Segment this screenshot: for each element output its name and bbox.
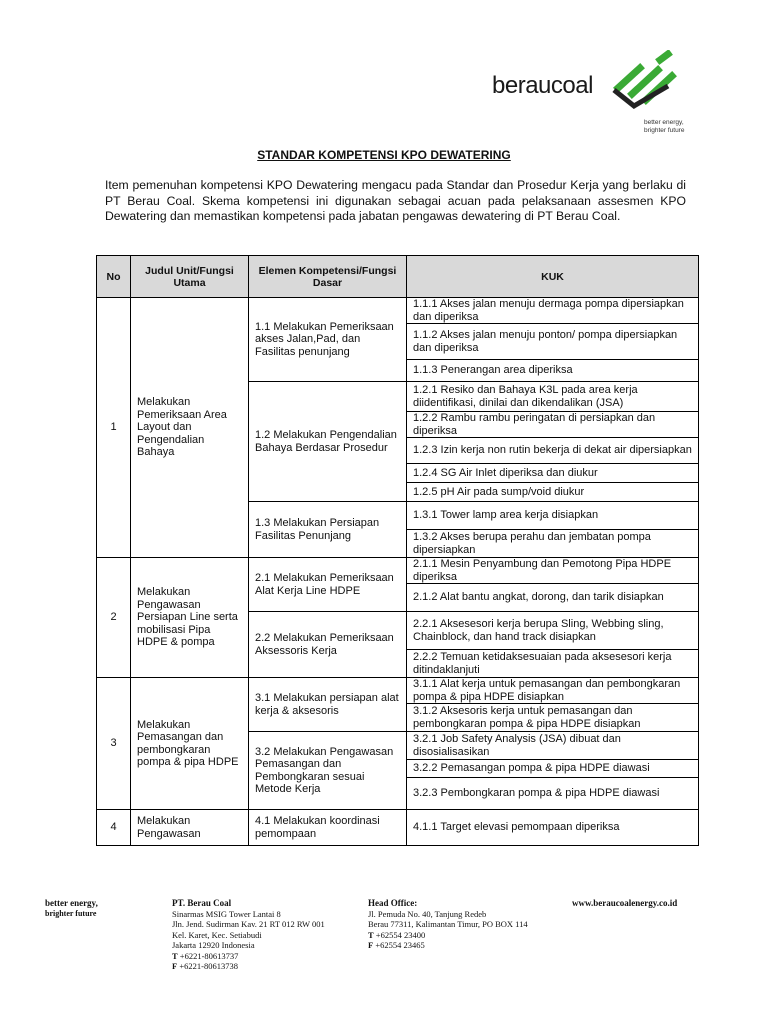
kuk-cell: 1.3.1 Tower lamp area kerja disiapkan [407, 502, 699, 530]
kuk-cell: 1.1.3 Penerangan area diperiksa [407, 360, 699, 382]
kuk-cell: 3.2.1 Job Safety Analysis (JSA) dibuat dan disosialisasikan [407, 732, 699, 760]
kuk-cell: 1.2.5 pH Air pada sump/void diukur [407, 483, 699, 502]
unit-title: Melakukan Pengawasan [131, 810, 249, 846]
kuk-cell: 1.2.3 Izin kerja non rutin bekerja di dekat air dipersiapkan [407, 438, 699, 464]
row-number: 1 [97, 298, 131, 558]
header-unit: Judul Unit/Fungsi Utama [131, 256, 249, 298]
kuk-cell: 1.1.2 Akses jalan menuju ponton/ pompa dipersiapkan dan diperiksa [407, 324, 699, 360]
kuk-cell: 1.2.4 SG Air Inlet diperiksa dan diukur [407, 464, 699, 483]
header-kuk: KUK [407, 256, 699, 298]
kuk-cell: 1.3.2 Akses berupa perahu dan jembatan pompa dipersiapkan [407, 530, 699, 558]
element-cell: 1.1 Melakukan Pemeriksaan akses Jalan,Pad, dan Fasilitas penunjang [249, 298, 407, 382]
element-cell: 2.2 Melakukan Pemeriksaan Aksessoris Kerja [249, 612, 407, 678]
kuk-cell: 4.1.1 Target elevasi pemompaan diperiksa [407, 810, 699, 846]
kuk-cell: 3.1.1 Alat kerja untuk pemasangan dan pembongkaran pompa & pipa HDPE disiapkan [407, 678, 699, 704]
kuk-cell: 1.2.1 Resiko dan Bahaya K3L pada area kerja diidentifikasi, dinilai dan dikendalikan (JSA) [407, 382, 699, 412]
footer-company-address: PT. Berau Coal Sinarmas MSIG Tower Lantai 8 Jln. Jend. Sudirman Kav. 21 RT 012 RW 001 Kel. Karet, Kec. Setiabudi Jakarta 12920 Indonesia T +6221-80613737 F +6221-80613738 [172, 898, 325, 971]
kuk-cell: 3.2.2 Pemasangan pompa & pipa HDPE diawasi [407, 760, 699, 778]
intro-paragraph: Item pemenuhan kompetensi KPO Dewatering mengacu pada Standar dan Prosedur Kerja yang berlaku di PT Berau Coal. Skema kompetensi ini digunakan sebagai acuan pada pelaksanaan assesmen KPO Dewatering dan memastikan kompetensi pada jabatan pengawas dewatering di PT Berau Coal. [105, 178, 686, 223]
unit-title: Melakukan Pemasangan dan pembongkaran pompa & pipa HDPE [131, 678, 249, 810]
logo-tagline: better energy, brighter future [644, 119, 685, 134]
footer-tagline: better energy, brighter future [45, 898, 98, 918]
document-title: STANDAR KOMPETENSI KPO DEWATERING [257, 148, 511, 162]
kuk-cell: 3.1.2 Aksesoris kerja untuk pemasangan dan pembongkaran pompa & pipa HDPE disiapkan [407, 704, 699, 732]
kuk-cell: 3.2.3 Pembongkaran pompa & pipa HDPE diawasi [407, 778, 699, 810]
table-row [97, 678, 699, 704]
row-number: 3 [97, 678, 131, 810]
footer-website[interactable]: www.beraucoalenergy.co.id [572, 898, 678, 908]
element-cell: 3.1 Melakukan persiapan alat kerja & aksesoris [249, 678, 407, 732]
element-cell: 4.1 Melakukan koordinasi pemompaan [249, 810, 407, 846]
element-cell: 1.2 Melakukan Pengendalian Bahaya Berdasar Prosedur [249, 382, 407, 502]
footer-head-office: Head Office: Jl. Pemuda No. 40, Tanjung Redeb Berau 77311, Kalimantan Timur, PO BOX 114 T +62554 23400 F +62554 23465 [368, 898, 528, 950]
kuk-cell: 2.1.2 Alat bantu angkat, dorong, dan tarik disiapkan [407, 584, 699, 612]
table-row [97, 558, 699, 584]
unit-title: Melakukan Pemeriksaan Area Layout dan Pengendalian Bahaya [131, 298, 249, 558]
element-cell: 2.1 Melakukan Pemeriksaan Alat Kerja Line HDPE [249, 558, 407, 612]
kuk-cell: 2.2.1 Aksesesori kerja berupa Sling, Webbing sling, Chainblock, dan hand track disiapkan [407, 612, 699, 650]
table-row [97, 810, 699, 846]
element-cell: 1.3 Melakukan Persiapan Fasilitas Penunjang [249, 502, 407, 558]
element-cell: 3.2 Melakukan Pengawasan Pemasangan dan Pembongkaran sesuai Metode Kerja [249, 732, 407, 810]
berau-coal-logo [492, 50, 692, 140]
header-no: No [97, 256, 131, 298]
logo-wordmark: beraucoal [492, 72, 593, 99]
kuk-cell: 2.2.2 Temuan ketidaksesuaian pada aksesesori kerja ditindaklanjuti [407, 650, 699, 678]
row-number: 2 [97, 558, 131, 678]
header-element: Elemen Kompetensi/Fungsi Dasar [249, 256, 407, 298]
berau-coal-emblem-icon [610, 50, 682, 112]
kuk-cell: 2.1.1 Mesin Penyambung dan Pemotong Pipa HDPE diperiksa [407, 558, 699, 584]
competency-table [96, 255, 699, 846]
unit-title: Melakukan Pengawasan Persiapan Line serta mobilisasi Pipa HDPE & pompa [131, 558, 249, 678]
table-row [97, 298, 699, 324]
kuk-cell: 1.2.2 Rambu rambu peringatan di persiapkan dan diperiksa [407, 412, 699, 438]
row-number: 4 [97, 810, 131, 846]
kuk-cell: 1.1.1 Akses jalan menuju dermaga pompa dipersiapkan dan diperiksa [407, 298, 699, 324]
